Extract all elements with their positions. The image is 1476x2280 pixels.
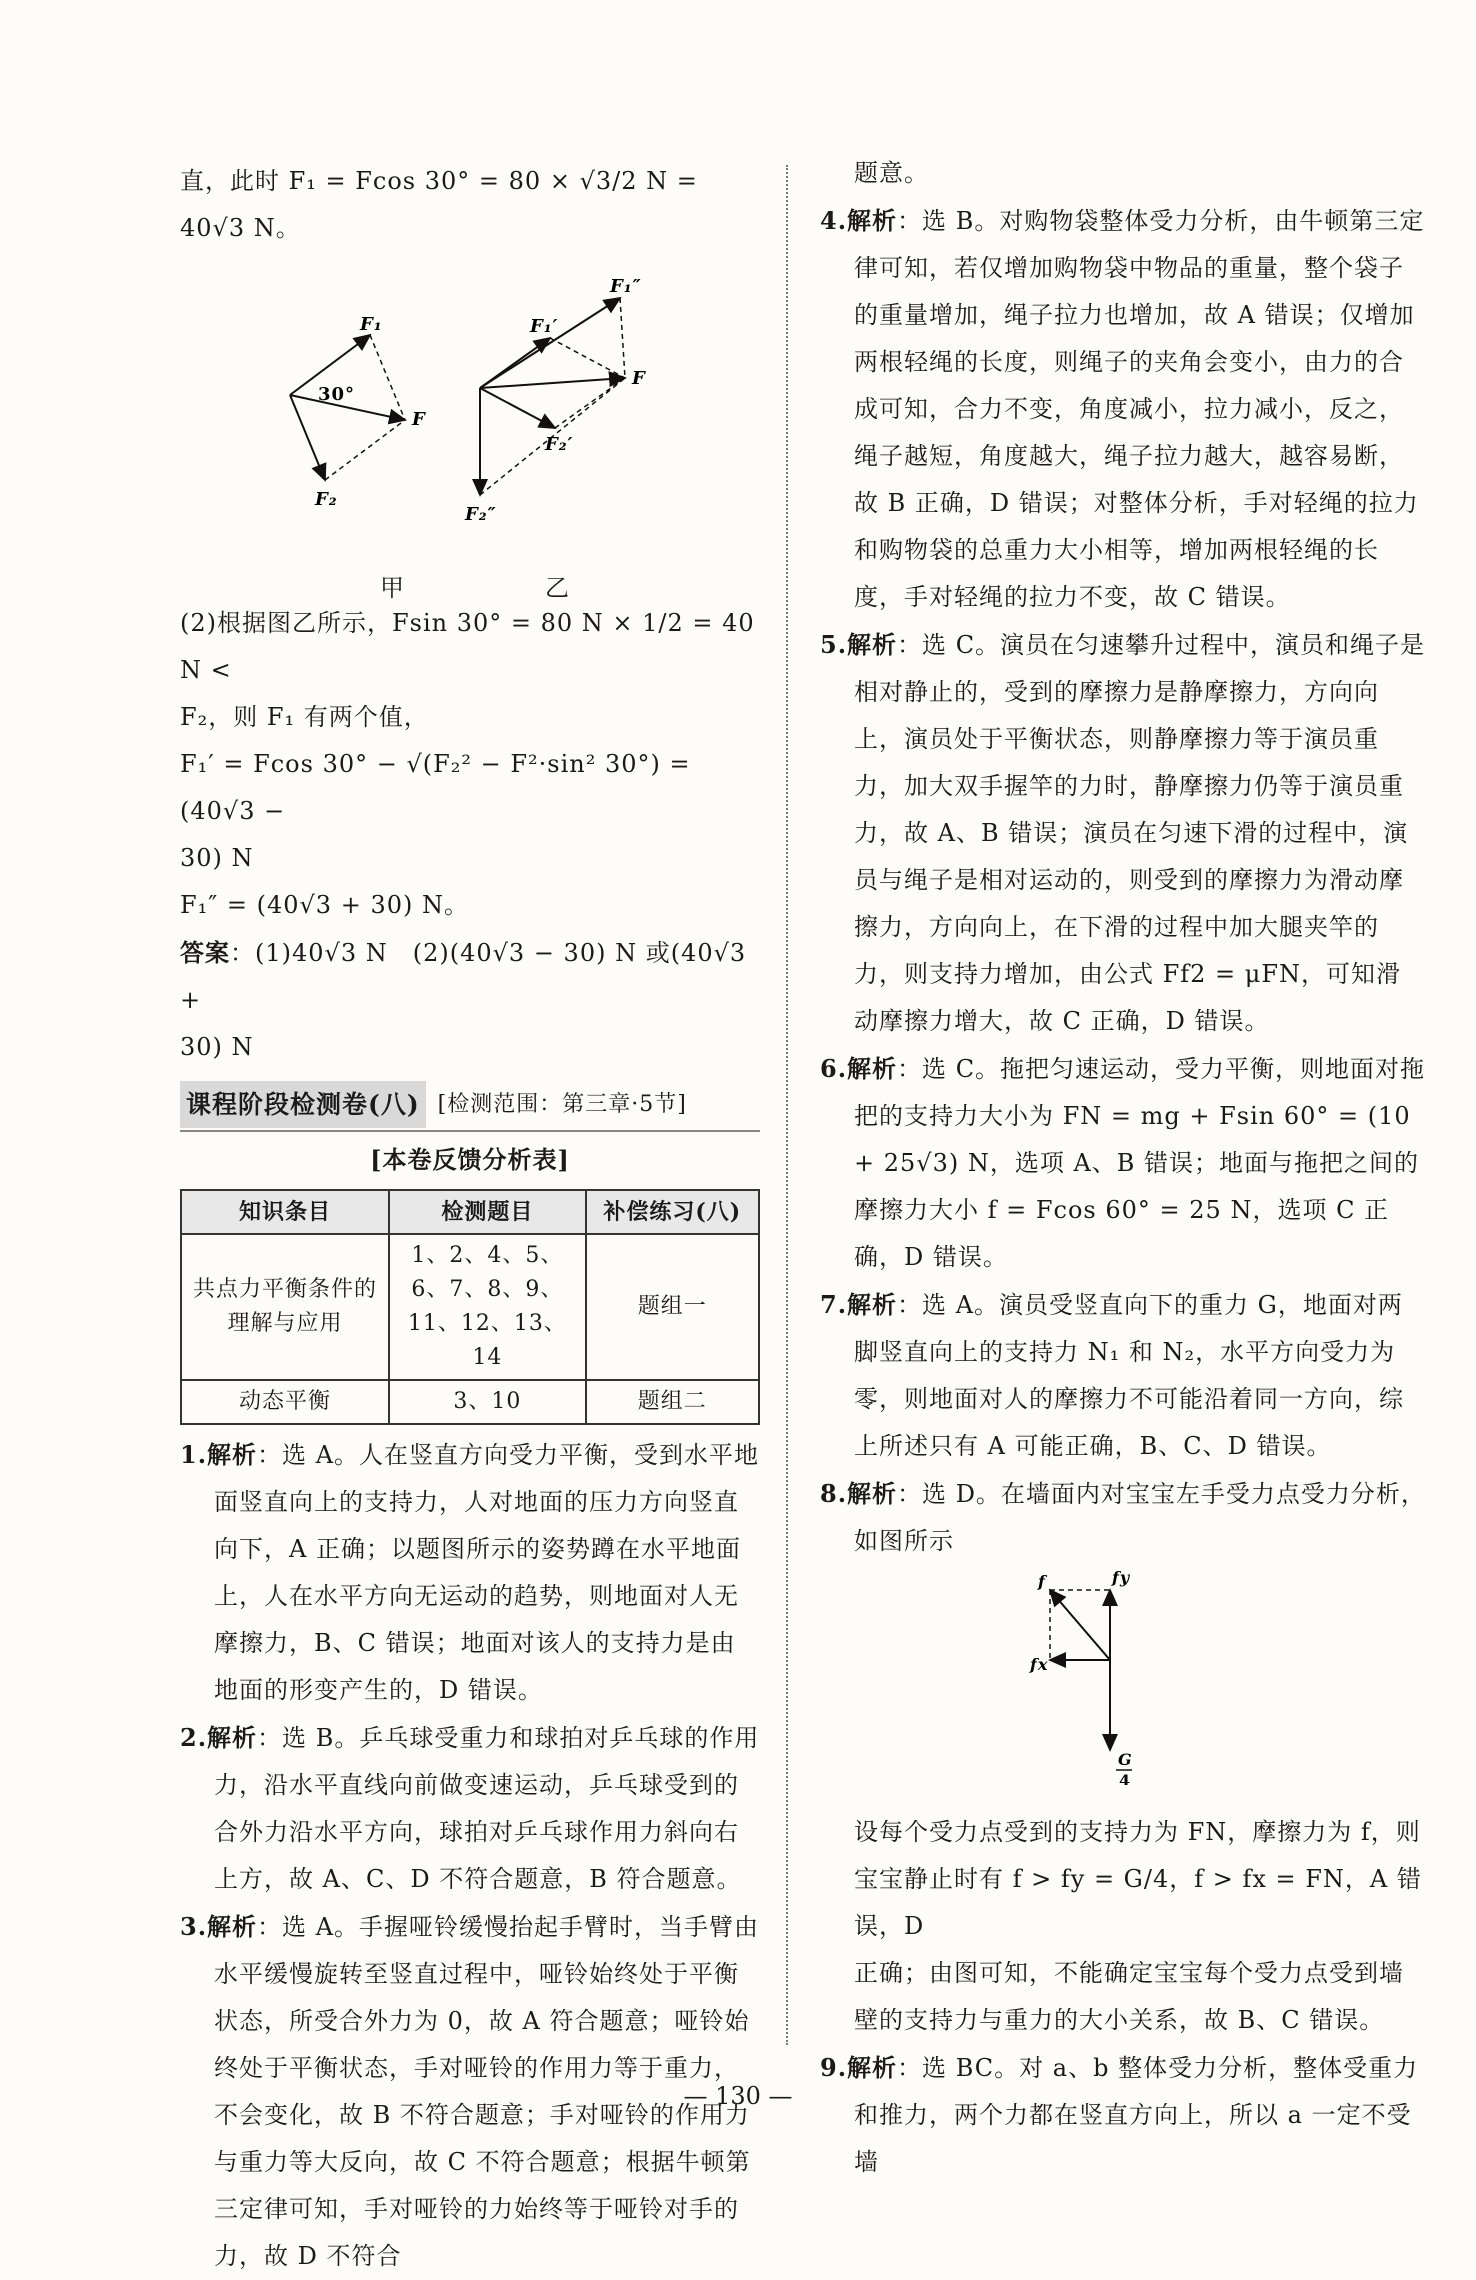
vector-f2 — [290, 395, 325, 480]
label-f2p: F₂′ — [545, 434, 574, 455]
part2-line: F₁″ = (40√3 + 30) N。 — [180, 891, 469, 919]
label-f1pp: F₁″ — [610, 276, 642, 297]
caption-jia: 甲 — [380, 574, 405, 602]
diagram-jia — [290, 314, 426, 510]
item-text: ：选 D。在墙面内对宝宝左手受力点受力分析，如图所示 — [854, 1480, 1426, 1555]
caption-yi: 乙 — [545, 574, 570, 602]
table-row — [181, 1380, 759, 1424]
item-label: 2.解析 — [180, 1723, 258, 1752]
label-f: F — [412, 409, 426, 430]
friction-diagram — [820, 1565, 1426, 1795]
table-cell: 动态平衡 — [181, 1380, 389, 1424]
section-header — [180, 1081, 760, 1132]
label-f: f — [1038, 1572, 1046, 1591]
label-g-den: 4 — [1119, 1771, 1132, 1785]
answer-item-6 — [820, 1045, 1426, 1281]
table-cell: 3、10 — [389, 1380, 586, 1424]
table-cell: 1、2、4、5、6、7、8、9、11、12、13、14 — [389, 1234, 586, 1380]
table-cell: 题组一 — [586, 1234, 759, 1380]
feedback-table — [180, 1189, 760, 1425]
label-f2: F₂ — [315, 489, 338, 510]
item-text: ：选 BC。对 a、b 整体受力分析，整体受重力和推力，两个力都在竖直方向上，所以 a 一定不受墙 — [854, 2054, 1419, 2176]
part2-line: (2)根据图乙所示，Fsin 30° = 80 N × 1/2 = 40 N < — [180, 609, 755, 684]
item-label: 6.解析 — [820, 1054, 898, 1083]
table-cell: 题组二 — [586, 1380, 759, 1424]
answer-item-8 — [820, 1470, 1426, 1565]
table-header: 知识条目 — [181, 1190, 389, 1234]
label-f1p: F₁′ — [530, 316, 559, 337]
item-label: 1.解析 — [180, 1440, 258, 1469]
solution-line: 直，此时 F₁ = Fcos 30° = 80 × √3/2 N = 40√3 N。 — [180, 167, 698, 242]
answer-label: 答案 — [180, 938, 230, 967]
vector-f1p — [480, 338, 550, 388]
table-header-row — [181, 1190, 759, 1234]
item-label: 7.解析 — [820, 1290, 898, 1319]
item-text: ：选 B。乒乓球受重力和球拍对乒乓球的作用力，沿水平直线向前做变速运动，乒乓球受到的合外力沿水平方向，球拍对乒乓球作用力斜向右上方，故 A、C、D 不符合题意，B 符合题意。 — [214, 1724, 760, 1893]
item-label: 3.解析 — [180, 1912, 258, 1941]
answer-item-9 — [820, 2044, 1426, 2186]
left-column — [180, 158, 760, 2280]
item-label: 8.解析 — [820, 1479, 898, 1508]
vector-f-yi — [480, 378, 625, 388]
item-8-line: 宝宝静止时有 f > fy = G/4，f > fx = FN，A 错误，D — [854, 1865, 1422, 1940]
answer-item-1 — [180, 1431, 760, 1714]
label-f1: F₁ — [360, 314, 383, 335]
diagram-yi — [464, 276, 646, 525]
answer-item-4 — [820, 197, 1426, 621]
item-label: 5.解析 — [820, 630, 898, 659]
vector-f1pp — [480, 298, 620, 388]
answer-line-2: 30) N — [180, 1033, 254, 1061]
item-text: ：选 A。人在竖直方向受力平衡，受到水平地面竖直向上的支持力，人对地面的压力方向竖直向下，A 正确；以题图所示的姿势蹲在水平地面上，人在水平方向无运动的趋势，则地面对人无摩擦力，B、C 错误；地面对该人的支持力是由地面的形变产生的，D 错误。 — [214, 1441, 760, 1704]
force-diagram-svg — [180, 260, 760, 560]
answer-text: ：(1)40√3 N (2)(40√3 − 30) N 或(40√3 + — [180, 939, 747, 1014]
item-text: ：选 C。拖把匀速运动，受力平衡，则地面对拖把的支持力大小为 FN = mg + Fsin 60° = (10 + 25√3) N，选项 A、B 错误；地面与拖把之间的摩擦力大小 f = Fcos 60° = 25 N，选项 C 正确，D 错误。 — [854, 1055, 1426, 1271]
table-caption: [本卷反馈分析表] — [370, 1145, 570, 1174]
item-8-line: 正确；由图可知，不能确定宝宝每个受力点受到墙壁的支持力与重力的大小关系，故 B、C 错误。 — [854, 1959, 1404, 2034]
vector-f — [1050, 1590, 1110, 1660]
answer-item-2 — [180, 1714, 760, 1903]
vector-f2p — [480, 388, 555, 428]
label-f-yi: F — [632, 368, 646, 389]
answer-item-7 — [820, 1281, 1426, 1470]
item-text: ：选 C。演员在匀速攀升过程中，演员和绳子是相对静止的，受到的摩擦力是静摩擦力，方向向上，演员处于平衡状态，则静摩擦力等于演员重力，加大双手握竿的力时，静摩擦力仍等于演员重力，故 A、B 错误；演员在匀速下滑的过程中，演员与绳子是相对运动的，则受到的摩擦力为滑动摩擦力，方向向上，在下滑的过程中加大腿夹竿的力，则支持力增加，由公式 Ff2 = μFN，可知滑动摩擦力增大，故 C 正确，D 错误。 — [854, 631, 1426, 1035]
item-3-tail: 题意。 — [854, 159, 929, 187]
item-text: ：选 A。演员受竖直向下的重力 G，地面对两脚竖直向上的支持力 N₁ 和 N₂，水平方向受力为零，则地面对人的摩擦力不可能沿着同一方向，综上所述只有 A 可能正确，B、C、D 错误。 — [854, 1291, 1404, 1460]
column-divider — [786, 165, 788, 2045]
label-fy: fy — [1112, 1568, 1131, 1587]
item-label: 9.解析 — [820, 2053, 898, 2082]
table-header: 检测题目 — [389, 1190, 586, 1234]
part2-line: F₂，则 F₁ 有两个值， — [180, 703, 429, 731]
answer-item-5 — [820, 621, 1426, 1045]
part2-line: 30) N — [180, 844, 254, 872]
label-g-num: G — [1118, 1750, 1133, 1769]
item-text: ：选 A。手握哑铃缓慢抬起手臂时，当手臂由水平缓慢旋转至竖直过程中，哑铃始终处于平衡状态，所受合外力为 0，故 A 符合题意；哑铃始终处于平衡状态，手对哑铃的作用力等于重力，不会变化，故 B 不符合题意；手对哑铃的作用力与重力等大反向，故 C 不符合题意；根据牛顿第三定律可知，手对哑铃的力始终等于哑铃对手的力，故 D 不符合 — [214, 1913, 760, 2270]
table-row — [181, 1234, 759, 1380]
table-header: 补偿练习(八) — [586, 1190, 759, 1234]
page-number: — 130 — — [683, 2082, 793, 2110]
table-cell: 共点力平衡条件的理解与应用 — [181, 1234, 389, 1380]
label-f2pp: F₂″ — [465, 504, 497, 525]
force-diagram — [180, 260, 760, 600]
item-label: 4.解析 — [820, 206, 898, 235]
label-angle: 30° — [318, 384, 356, 405]
friction-diagram-svg — [1020, 1565, 1180, 1785]
item-text: ：选 B。对购物袋整体受力分析，由牛顿第三定律可知，若仅增加购物袋中物品的重量，整个袋子的重量增加，绳子拉力也增加，故 A 错误；仅增加两根轻绳的长度，则绳子的夹角会变小，由力的合成可知，合力不变，角度减小，拉力减小，反之，绳子越短，角度越大，绳子拉力越大，越容易断，故 B 正确，D 错误；对整体分析，手对轻绳的拉力和购物袋的总重力大小相等，增加两根轻绳的长度，手对轻绳的拉力不变，故 C 错误。 — [854, 207, 1425, 611]
item-8-line: 设每个受力点受到的支持力为 FN，摩擦力为 f，则 — [854, 1818, 1421, 1846]
section-range: [检测范围：第三章·5节] — [437, 1092, 687, 1117]
part2-line: F₁′ = Fcos 30° − √(F₂² − F²·sin² 30°) = (40√3 − — [180, 750, 691, 825]
section-title: 课程阶段检测卷(八) — [180, 1081, 426, 1128]
label-fx: fx — [1030, 1655, 1049, 1674]
right-column — [820, 150, 1426, 2186]
answer-line — [180, 929, 760, 1024]
